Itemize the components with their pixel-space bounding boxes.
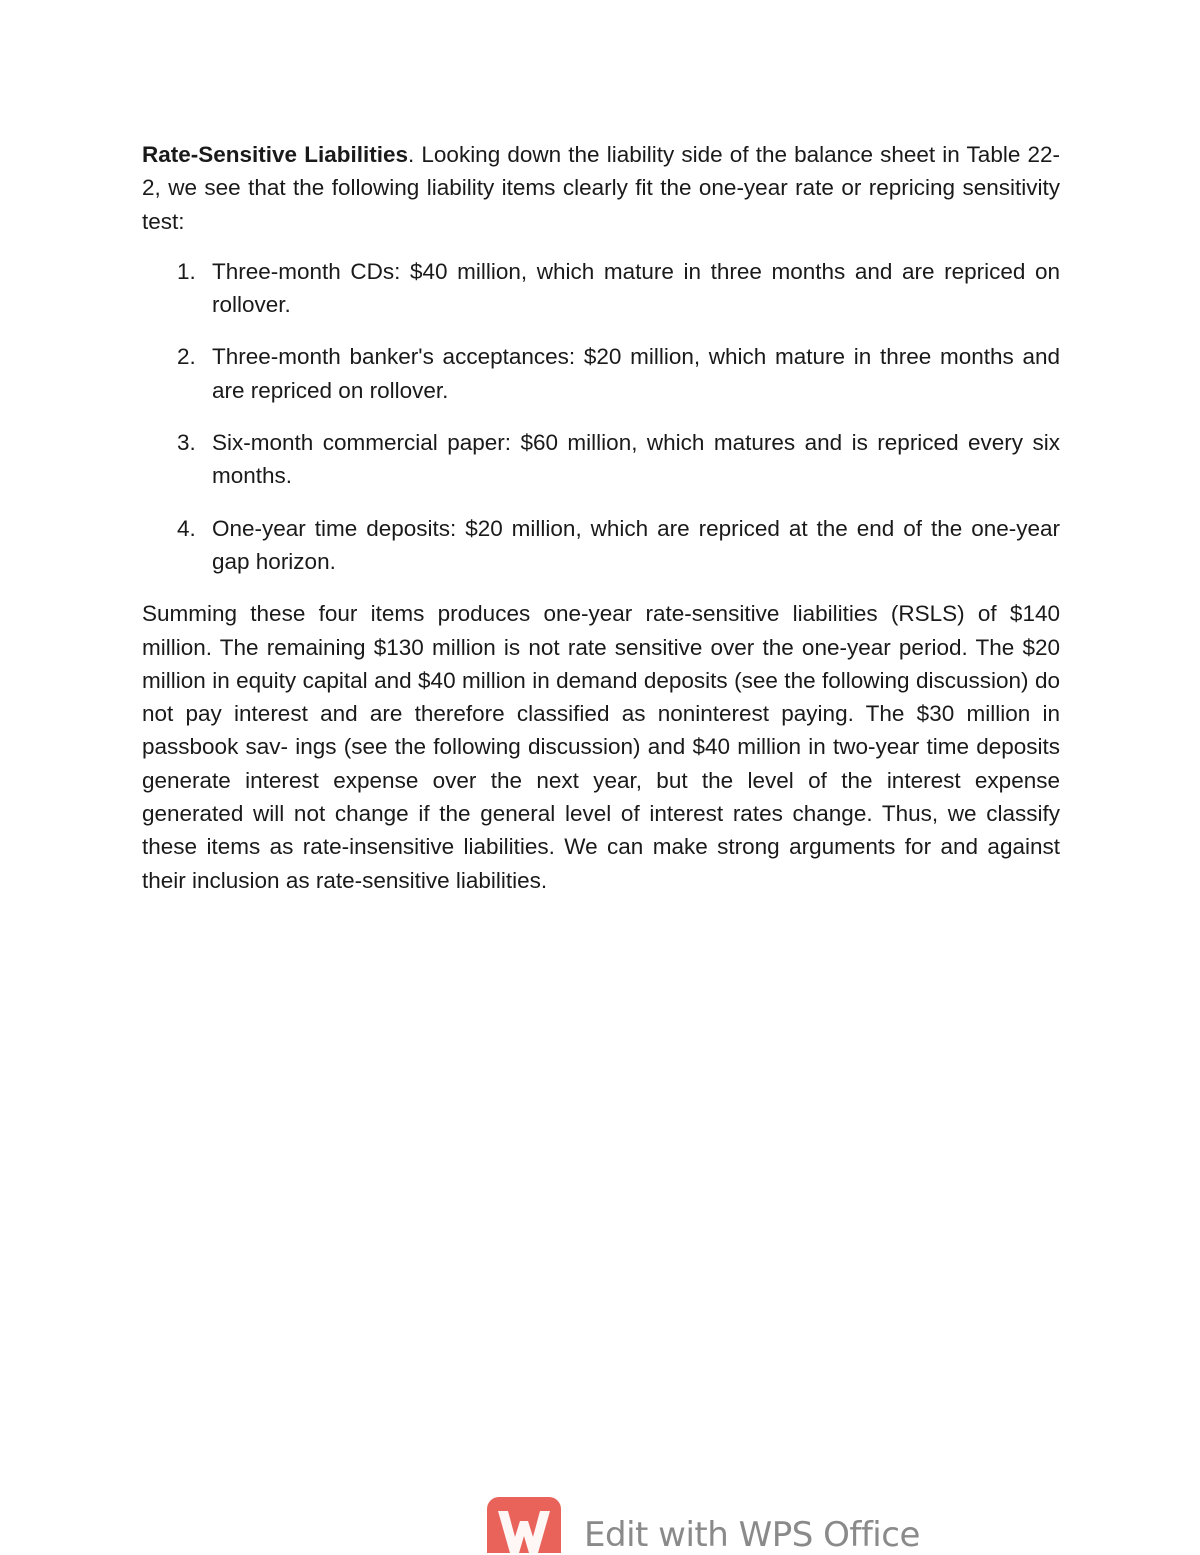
list-item-text: Three-month banker's acceptances: $20 million, which mature in three months and are repriced on rollover. (212, 344, 1060, 403)
list-item (142, 340, 1060, 407)
document-body (142, 138, 1060, 897)
list-item-text: One-year time deposits: $20 million, which are repriced at the end of the one-year gap horizon. (212, 515, 1060, 574)
list-item-text: Three-month CDs: $40 million, which mature in three months and are repriced on rollover. (212, 258, 1060, 318)
intro-text: . Looking down the liability side of the balance sheet in Table 22-2, we see that the following liability items clearly fit the one-year rate or repricing sensitivity test: (142, 142, 1061, 234)
list-item-number: 4. (177, 515, 196, 541)
list-item (142, 426, 1060, 493)
list-item-text: Six-month commercial paper: $60 million, which matures and is repriced every six months. (212, 430, 1060, 489)
list-item-number: 1. (177, 258, 196, 284)
list-item (142, 512, 1060, 579)
wps-label[interactable]: Edit with WPS Office (584, 1515, 920, 1555)
list-item-number: 2. (177, 344, 196, 370)
list-item (142, 255, 1060, 322)
section-heading: Rate-Sensitive Liabilities (142, 142, 408, 167)
list-item-number: 3. (177, 430, 196, 456)
edit-with-wps-button[interactable] (487, 1497, 920, 1553)
wps-logo-icon (487, 1497, 561, 1553)
liability-list (142, 255, 1060, 578)
intro-paragraph (142, 138, 1060, 238)
summary-paragraph: Summing these four items produces one-year rate-sensitive liabilities (RSLS) of $140 million. The remaining $130 million is not rate sensitive over the one-year period. The $20 million in equity capital and $40 million in demand deposits (see the following discussion) do not pay interest and are therefore classified as noninterest paying. The $30 million in passbook sav- ings (see the following discussion) and $40 million in two-year time deposits generate interest expense over the next year, but the level of the interest expense generated will not change if the general level of interest rates change. Thus, we classify these items as rate-insensitive liabilities. We can make strong arguments for and against their inclusion as rate-sensitive liabilities. (142, 601, 1060, 893)
